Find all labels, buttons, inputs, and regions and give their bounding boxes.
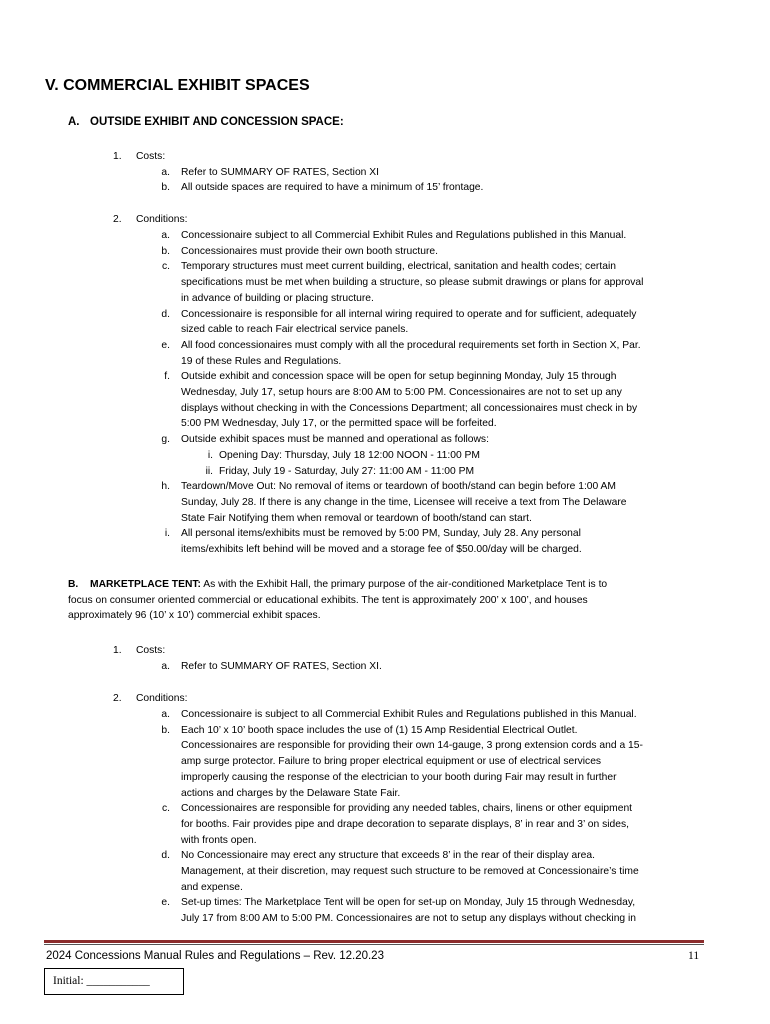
list-item-text (181, 479, 704, 526)
list-item-label: a. (161, 230, 170, 241)
list-item-line: State Fair Notifying them when removal or teardown of booth/stand can start. (181, 512, 532, 524)
list-item-text (181, 228, 704, 244)
list-item-label: a. (161, 709, 170, 720)
section-b-letter: B. (68, 579, 79, 590)
sub-list-item-text: Opening Day: Thursday, July 18 12:00 NOON - 11:00 PM (219, 449, 480, 461)
list-item-line: Teardown/Move Out: No removal of items or teardown of booth/stand can begin before 1:00 AM (181, 481, 616, 493)
list-item (154, 848, 704, 895)
list-item-line: July 17 from 8:00 AM to 5:00 PM. Concessionaires are not to setup any displays without checking in (181, 913, 637, 925)
list-label: Conditions: (136, 693, 188, 704)
list-item-line: 5:00 PM Wednesday, July 17, or the permitted space will be forfeited. (181, 418, 497, 430)
list-item-line: Concessionaire subject to all Commercial Exhibit Rules and Regulations published in this Manual. (181, 230, 627, 241)
list-item-line: sized cable to reach Fair electrical service panels. (181, 324, 409, 336)
list-item (154, 707, 704, 723)
list-number: 1. (113, 645, 122, 656)
list-item-label: g. (161, 434, 170, 446)
section-b-intro (68, 577, 708, 624)
list-item-text (181, 432, 704, 448)
list-item-line: Temporary structures must meet current building, electrical, sanitation and health codes; certain (181, 261, 616, 273)
list-item (154, 244, 704, 260)
list-item-label: e. (161, 897, 170, 909)
list-item-line: All personal items/exhibits must be removed by 5:00 PM, Sunday, July 28. Any personal (181, 528, 581, 540)
list-item-text (181, 338, 704, 369)
list-item (154, 259, 704, 306)
list-item-line: Concessionaire is responsible for all internal wiring required to operate and for sufficient, adequately (181, 308, 637, 320)
list-item-label: b. (161, 245, 170, 257)
list-item-line: with fronts open. (181, 834, 257, 846)
list-item-line: Management, at their discretion, may request such structure to be removed at Concessionaire’s time (181, 866, 639, 877)
list-item-line: Set-up times: The Marketplace Tent will be open for set-up on Monday, July 15 through Wednesday, (181, 897, 636, 909)
b-costs-heading (113, 643, 165, 659)
list-item-line: actions and charges by the Delaware State Fair. (181, 787, 401, 799)
section-a-title: OUTSIDE EXHIBIT AND CONCESSION SPACE: (90, 116, 344, 128)
list-item-line: Refer to SUMMARY OF RATES, Section XI (181, 166, 379, 178)
section-b-title: MARKETPLACE TENT: (90, 579, 201, 590)
list-item-line: for booths. Fair provides pipe and drape decoration to separate displays, 8’ in rear and 3’ on sides, (181, 818, 629, 830)
list-item (154, 228, 704, 244)
list-item-label: a. (161, 166, 170, 178)
list-item-line: improperly causing the response of the electrician to your booth during Fair may result in further (181, 771, 617, 783)
list-item-line: All food concessionaires must comply with all the procedural requirements set forth in Section X, Par. (181, 339, 641, 351)
list-item-text (181, 723, 704, 802)
list-item-text (181, 848, 704, 895)
list-label: Costs: (136, 645, 166, 656)
list-item (154, 526, 704, 557)
list-item-label: d. (161, 308, 170, 320)
list-item (154, 479, 704, 526)
list-item-line: Outside exhibit and concession space will be open for setup beginning Monday, July 15 through (181, 371, 617, 383)
section-title: V. COMMERCIAL EXHIBIT SPACES (45, 77, 310, 94)
list-item-text (181, 526, 704, 557)
list-item (154, 895, 704, 926)
sub-list-item-label: ii. (205, 465, 213, 477)
list-item-label: b. (161, 182, 170, 194)
list-item-label: h. (161, 481, 170, 493)
list-item-line: No Concessionaire may erect any structure that exceeds 8’ in the rear of their display area. (181, 850, 595, 862)
list-item-text (181, 895, 704, 926)
list-item-label: i. (164, 528, 170, 540)
list-item-text (181, 244, 704, 260)
list-item-line: 19 of these Rules and Regulations. (181, 355, 342, 367)
footer-text: 2024 Concessions Manual Rules and Regulations – Rev. 12.20.23 (46, 950, 384, 962)
list-item-label: d. (161, 850, 170, 862)
sub-list-item (193, 464, 474, 480)
section-b-intro-line: focus on consumer oriented commercial or educational exhibits. The tent is approximately 200’ x 100’, and houses (68, 594, 588, 606)
sub-list-item (193, 448, 480, 464)
list-item-label: f. (164, 371, 170, 383)
list-item (154, 659, 704, 675)
list-item (154, 180, 704, 196)
list-item-line: All outside spaces are required to have a minimum of 15’ frontage. (181, 182, 484, 194)
section-b-intro-line: As with the Exhibit Hall, the primary purpose of the air-conditioned Marketplace Tent is to (200, 579, 608, 590)
list-item (154, 369, 704, 432)
list-item-text (181, 801, 704, 848)
list-item-line: Wednesday, July 17, setup hours are 8:00 AM to 5:00 PM. Concessionaires are not to set up any (181, 387, 622, 398)
list-item-line: and expense. (181, 881, 243, 893)
initial-field[interactable]: Initial: ___________ (44, 968, 184, 995)
list-item-label: c. (161, 261, 170, 273)
list-item-line: in advance of building or placing structure. (181, 292, 374, 304)
list-item-line: Each 10’ x 10’ booth space includes the use of (1) 15 Amp Residential Electrical Outlet. (181, 724, 578, 736)
section-b-intro-line: approximately 96 (10’ x 10’) commercial exhibit spaces. (68, 610, 321, 622)
list-item-label: b. (161, 724, 170, 736)
list-item-label: a. (161, 660, 170, 672)
list-item-text (181, 307, 704, 338)
section-a-letter: A. (68, 116, 80, 128)
list-item (154, 338, 704, 369)
list-item (154, 307, 704, 338)
list-item-line: Concessionaire is subject to all Commercial Exhibit Rules and Regulations published in this Manual. (181, 709, 637, 720)
list-label: Conditions: (136, 214, 188, 225)
list-item-text (181, 659, 704, 675)
list-item-label: c. (161, 803, 170, 815)
b-conditions-heading (113, 691, 188, 707)
list-item-line: Concessionaires are responsible for providing any needed tables, chairs, linens or other equipment (181, 803, 633, 815)
sub-list-item-label: i. (207, 449, 213, 461)
sub-list-item-text: Friday, July 19 - Saturday, July 27: 11:00 AM - 11:00 PM (219, 465, 475, 477)
list-item-line: specifications must be met when building a structure, so please submit drawings or plans for approval (181, 277, 644, 289)
list-item-text (181, 180, 704, 196)
list-item-line: Concessionaires are responsible for providing their own 14-gauge, 3 prong extension cords and a 15- (181, 740, 643, 752)
list-item (154, 165, 704, 181)
list-item-text (181, 165, 704, 181)
list-item-line: Outside exhibit spaces must be manned and operational as follows: (181, 434, 489, 446)
list-number: 2. (113, 214, 122, 225)
list-item (154, 723, 704, 802)
list-item-text (181, 369, 704, 432)
footer-rule-thin (44, 944, 704, 945)
a-costs-heading (113, 149, 165, 165)
list-item-line: amp surge protector. Failure to bring proper electrical equipment or use of electrical services (181, 756, 602, 768)
list-item-line: items/exhibits left behind will be moved and a storage fee of $50.00/day will be charged. (181, 544, 582, 555)
list-item-line: Concessionaires must provide their own booth structure. (181, 245, 438, 257)
list-item-text (181, 259, 704, 306)
list-item (154, 801, 704, 848)
page-number: 11 (688, 950, 700, 962)
list-item (154, 432, 704, 448)
section-a-heading (68, 116, 344, 128)
list-item-text (181, 707, 704, 723)
list-item-line: displays without checking in with the Concessions Department; all concessionaires must check in by (181, 402, 638, 414)
list-item-line: Sunday, July 28. If there is any change in the time, Licensee will receive a text from The Delaware (181, 496, 627, 508)
a-conditions-heading (113, 212, 188, 228)
footer-rule (44, 940, 704, 943)
list-number: 2. (113, 693, 122, 704)
list-item-label: e. (161, 339, 170, 351)
list-item-line: Refer to SUMMARY OF RATES, Section XI. (181, 660, 382, 672)
list-number: 1. (113, 151, 122, 162)
list-label: Costs: (136, 151, 166, 162)
